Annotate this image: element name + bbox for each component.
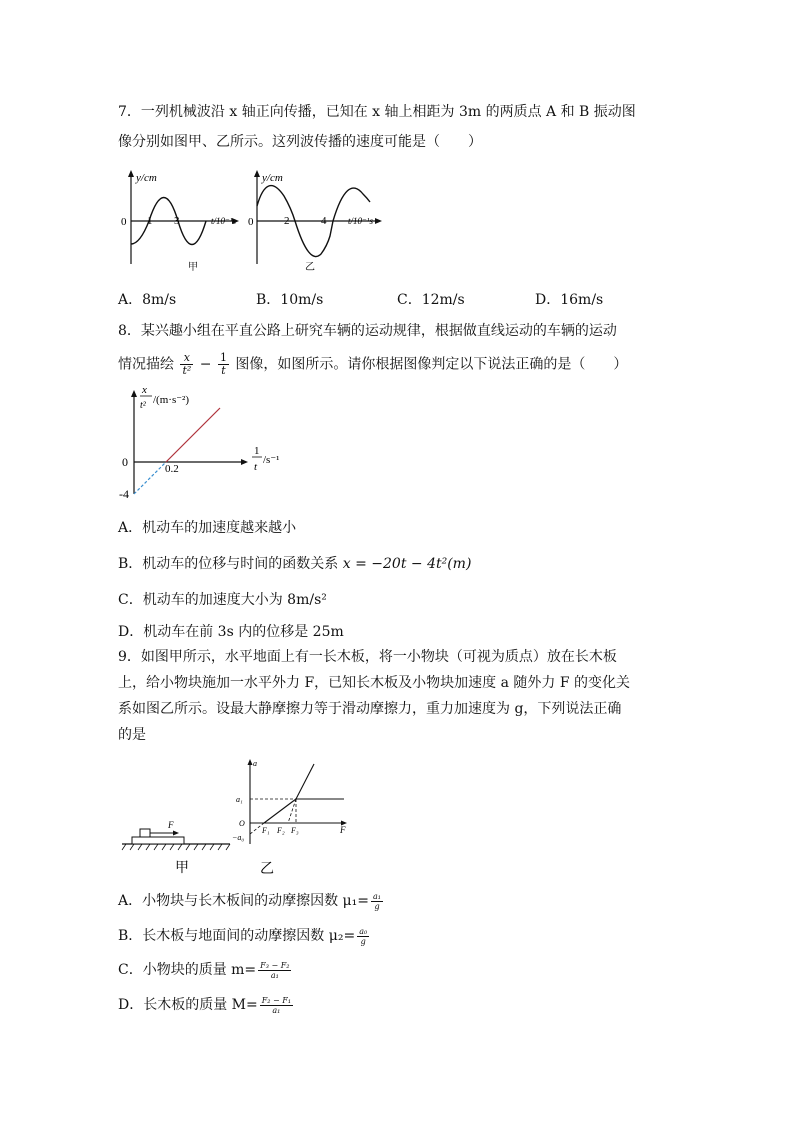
q8-stem-line2 — [118, 352, 627, 377]
q8-stem-suffix: 图像，如图所示。请你根据图像判定以下说法正确的是（ ） — [235, 356, 628, 373]
q9-option-b-den: g — [360, 936, 366, 946]
q9-option-c — [118, 959, 293, 981]
q9-option-a-frac — [371, 892, 383, 911]
q8-graph-origin: 0 — [122, 455, 128, 469]
q9-option-c-num: F₃ − F₂ — [260, 960, 290, 970]
q9-figure-b — [228, 756, 358, 878]
q9-stem-line1: 9．如图甲所示，水平地面上有一长木板，将一小物块（可视为质点）放在长木板 — [118, 649, 617, 665]
q9-option-d-den: a₁ — [272, 1005, 281, 1015]
q8-graph-x-label-unit: /s⁻¹ — [263, 454, 280, 466]
q7-figure-b — [247, 166, 387, 274]
q9-option-c-den: a₁ — [270, 970, 279, 980]
q7-b-origin: 0 — [248, 216, 254, 228]
q8-stem-frac-x — [180, 352, 193, 377]
q8-stem-frac-t-den: t — [221, 364, 226, 377]
q8-graph-y-label-unit: /(m·s⁻²) — [153, 394, 189, 406]
q9-board — [132, 837, 184, 844]
q9-option-a-den: g — [374, 901, 380, 911]
q9-b-F3: F₃ — [291, 826, 299, 835]
q8-stem-frac-x-num: x — [180, 352, 193, 365]
q7-option-b: B．10m/s — [256, 292, 324, 308]
q9-b-x-label: F — [340, 825, 346, 835]
q8-graph-x-label-num: 1 — [254, 445, 260, 457]
q7-a-caption: 甲 — [188, 262, 198, 273]
q9-option-d-text: D．长木板的质量 M= — [118, 997, 258, 1013]
q8-graph-x-intercept: 0.2 — [165, 463, 179, 475]
q9-a-caption: 甲 — [175, 861, 189, 876]
q8-option-a: A．机动车的加速度越来越小 — [118, 520, 297, 536]
q9-option-a-num: a₁ — [373, 891, 381, 901]
q8-stem-minus: − — [199, 356, 212, 373]
q8-option-b — [118, 553, 471, 575]
q8-stem-line1: 8．某兴趣小组在平直公路上研究车辆的运动规律，根据做直线运动的车辆的运动 — [118, 323, 617, 339]
q8-option-c-text: C．机动车的加速度大小为 — [118, 592, 283, 608]
q9-b-a1: a₁ — [236, 795, 243, 804]
q7-b-t-label: t/10⁻¹s — [348, 216, 373, 226]
q9-option-b-num: a₀ — [359, 926, 368, 936]
q8-graph-y-intercept: -4 — [119, 487, 129, 501]
q7-option-c: C．12m/s — [397, 292, 465, 308]
q8-option-b-formula: x = −20t − 4t²(m) — [342, 556, 472, 572]
q9-b-caption: 乙 — [260, 862, 274, 877]
q7-figure-a — [118, 166, 244, 274]
q9-stem-line4: 的是 — [118, 727, 146, 743]
q8-stem-prefix: 情况描绘 — [118, 356, 174, 373]
q8-graph-extrapolated-line — [134, 462, 166, 494]
q7-b-y-label: y/cm — [262, 172, 283, 184]
q9-a-force-label: F — [168, 820, 174, 830]
q8-graph-x-label-den: t — [254, 461, 258, 473]
q9-option-b-frac — [357, 927, 369, 946]
q7-a-tick1: 1 — [147, 215, 153, 227]
q8-graph-y-label-den: t² — [140, 400, 146, 411]
q8-option-b-text: B．机动车的位移与时间的函数关系 — [118, 556, 339, 572]
q9-b-neg-a0: −a₀ — [232, 833, 245, 842]
q9-b-origin: O — [239, 819, 245, 828]
q8-stem-frac-t-num: 1 — [219, 351, 227, 364]
q9-figure-a — [118, 816, 234, 878]
q9-option-a-text: A．小物块与长木板间的动摩擦因数 μ₁= — [118, 893, 370, 909]
q8-stem-frac-t — [218, 352, 229, 377]
q9-option-c-frac — [258, 961, 291, 980]
q9-b-F1: F₁ — [262, 826, 270, 835]
q9-block — [140, 829, 150, 837]
q7-b-tick2: 4 — [321, 215, 327, 227]
q9-stem-line3: 系如图乙所示。设最大静摩擦力等于滑动摩擦力，重力加速度为 g，下列说法正确 — [118, 701, 622, 717]
q8-option-c-value: 8m/s² — [287, 592, 327, 608]
q9-stem-line2: 上，给小物块施加一水平外力 F，已知长木板及小物块加速度 a 随外力 F 的变化关 — [118, 675, 631, 691]
q9-b-F2: F₂ — [277, 826, 285, 835]
q7-a-y-label: y/cm — [136, 172, 157, 184]
q7-option-a: A．8m/s — [118, 292, 177, 308]
q8-option-d: D．机动车在前 3s 内的位移是 25m — [118, 624, 344, 640]
q8-graph-y-label-num: x — [142, 384, 147, 396]
q8-option-c — [118, 589, 327, 611]
q8-graph — [116, 384, 288, 504]
q9-option-d-frac — [260, 996, 293, 1015]
q7-a-origin: 0 — [121, 216, 127, 228]
q9-option-d-num: F₂ − F₁ — [261, 995, 292, 1005]
q8-graph-data-line — [166, 408, 220, 462]
q7-b-caption: 乙 — [305, 262, 315, 273]
q7-a-tick2: 3 — [174, 215, 180, 227]
q9-option-d — [118, 994, 295, 1016]
q7-stem-line1: 7．一列机械波沿 x 轴正向传播，已知在 x 轴上相距为 3m 的两质点 A 和 B 振动图 — [118, 104, 636, 120]
q9-option-b-text: B．长木板与地面间的动摩擦因数 μ₂= — [118, 928, 356, 944]
q7-b-tick1: 2 — [284, 215, 290, 227]
q7-a-t-label: t/10⁻¹s — [211, 216, 236, 226]
q7-option-d: D．16m/s — [535, 292, 604, 308]
q7-stem-line2: 像分别如图甲、乙所示。这列波传播的速度可能是（ ） — [118, 134, 482, 150]
q9-force-arrow — [173, 831, 179, 836]
q8-stem-frac-x-den: t² — [182, 364, 192, 377]
q9-b-y-label: a — [253, 759, 257, 768]
q9-option-b — [118, 925, 371, 947]
q9-option-a — [118, 890, 385, 912]
q9-option-c-text: C．小物块的质量 m= — [118, 962, 257, 978]
